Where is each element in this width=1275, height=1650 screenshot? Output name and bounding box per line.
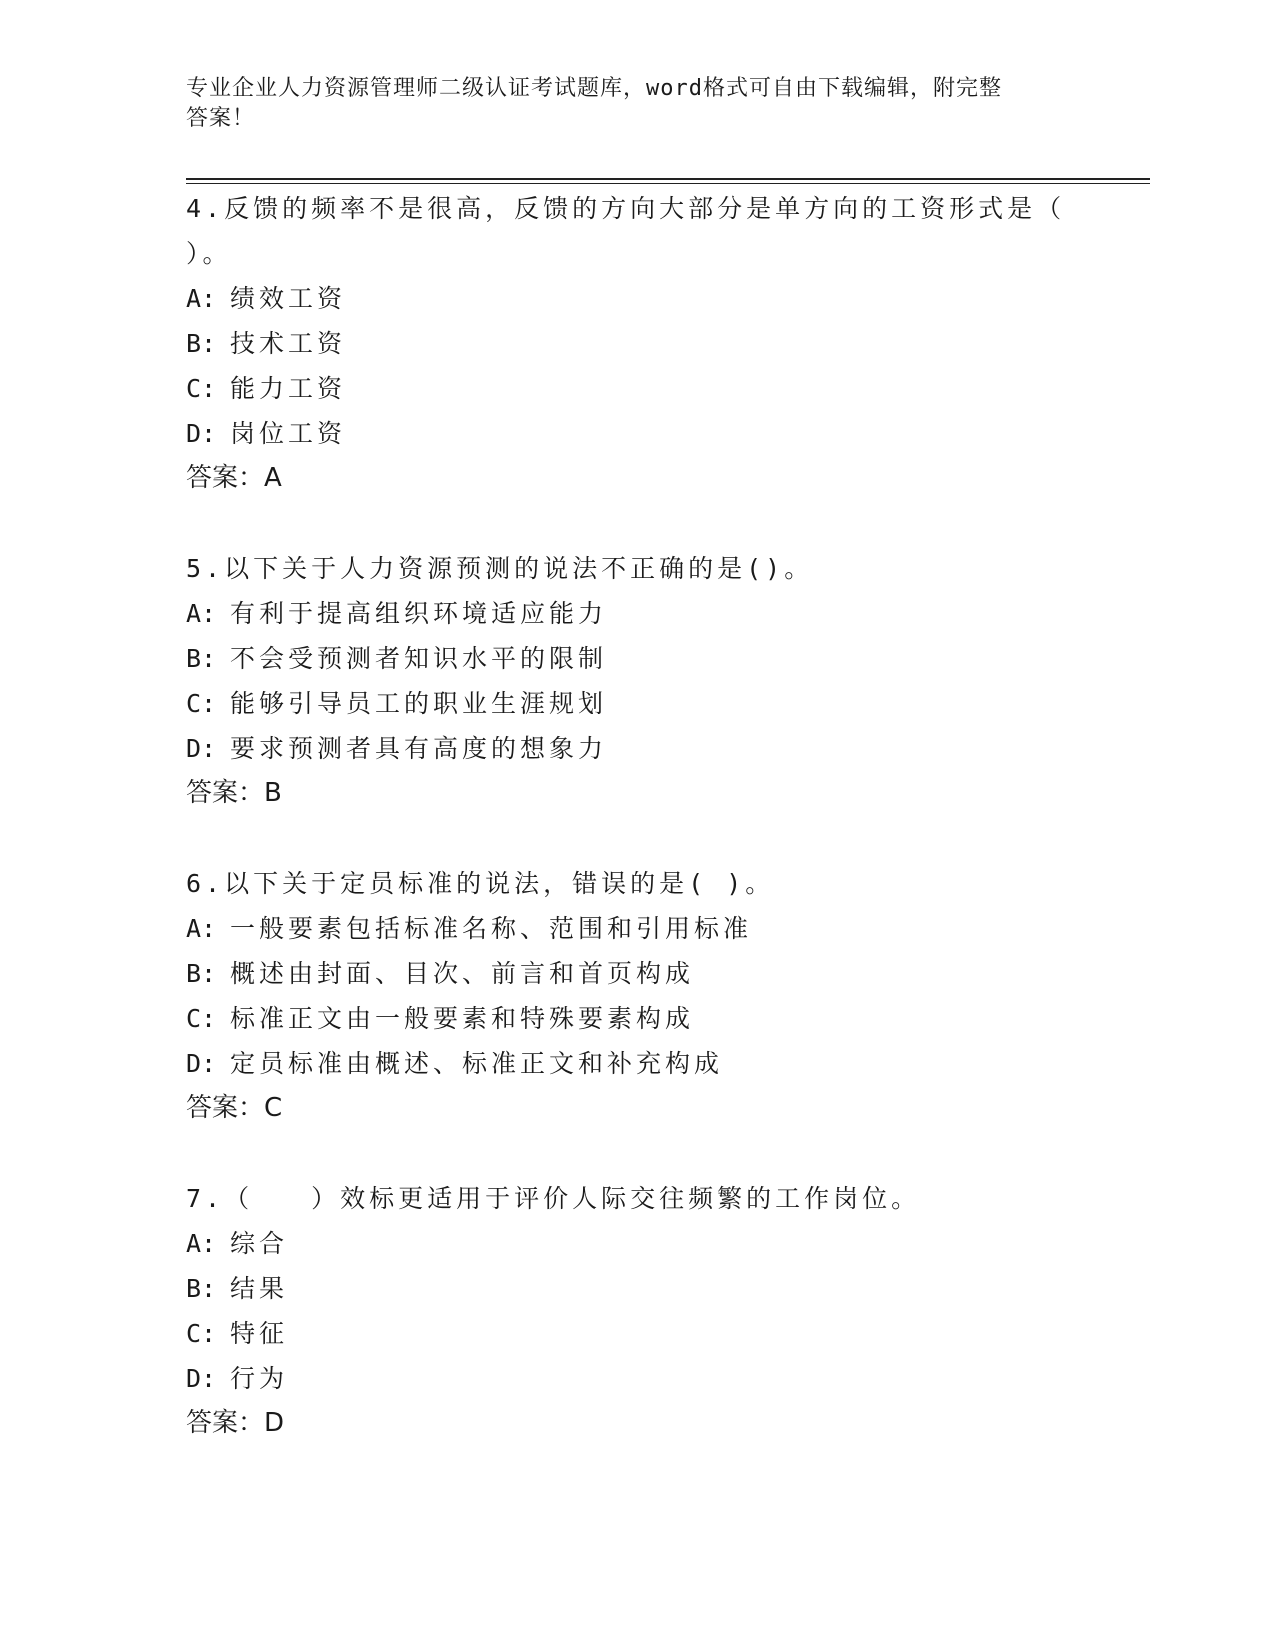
header-divider-thick [186, 178, 1150, 180]
option-text: 定员标准由概述、标准正文和补充构成 [230, 1049, 724, 1078]
option-text: 有利于提高组织环境适应能力 [230, 599, 608, 628]
question-block [186, 186, 1086, 501]
question-block [186, 861, 1086, 1131]
option-d [186, 726, 1086, 771]
option-label: B: [186, 329, 217, 358]
option-c [186, 681, 1086, 726]
option-text: 技术工资 [230, 329, 347, 358]
option-c [186, 1311, 1086, 1356]
answer-line: 答案：A [186, 463, 282, 493]
option-a [186, 276, 1086, 321]
option-text: 不会受预测者知识水平的限制 [230, 644, 608, 673]
option-b [186, 951, 1086, 996]
option-label: B: [186, 1274, 217, 1303]
option-d [186, 1041, 1086, 1086]
option-label: B: [186, 644, 217, 673]
option-label: D: [186, 734, 217, 763]
header-line-2: 答案！ [186, 106, 256, 131]
option-label: D: [186, 419, 217, 448]
option-text: 岗位工资 [230, 419, 347, 448]
option-label: A: [186, 914, 217, 943]
option-c [186, 366, 1086, 411]
header-divider-thin [186, 183, 1150, 184]
question-stem: 4.反馈的频率不是很高，反馈的方向大部分是单方向的工资形式是（ [186, 194, 1066, 223]
option-d [186, 411, 1086, 456]
option-b [186, 1266, 1086, 1311]
option-label: D: [186, 1364, 217, 1393]
option-text: 行为 [230, 1364, 289, 1393]
option-text: 一般要素包括标准名称、范围和引用标准 [230, 914, 753, 943]
answer-line: 答案：D [186, 1408, 285, 1438]
question-stem: 6.以下关于定员标准的说法，错误的是( )。 [186, 869, 775, 898]
option-a [186, 591, 1086, 636]
option-text: 绩效工资 [230, 284, 347, 313]
option-b [186, 636, 1086, 681]
option-c [186, 996, 1086, 1041]
option-label: D: [186, 1049, 217, 1078]
document-header [186, 74, 1086, 134]
option-label: C: [186, 374, 217, 403]
option-label: C: [186, 1004, 217, 1033]
option-a [186, 906, 1086, 951]
option-text: 概述由封面、目次、前言和首页构成 [230, 959, 695, 988]
option-text: 要求预测者具有高度的想象力 [230, 734, 608, 763]
option-text: 综合 [230, 1229, 289, 1258]
question-stem-continued: ）。 [186, 239, 232, 268]
question-block [186, 1176, 1086, 1446]
option-label: A: [186, 1229, 217, 1258]
answer-line: 答案：C [186, 1093, 283, 1123]
option-text: 特征 [230, 1319, 289, 1348]
option-label: C: [186, 1319, 217, 1348]
option-b [186, 321, 1086, 366]
option-text: 标准正文由一般要素和特殊要素构成 [230, 1004, 695, 1033]
header-line-1: 专业企业人力资源管理师二级认证考试题库，word格式可自由下载编辑，附完整 [186, 76, 1002, 101]
option-a [186, 1221, 1086, 1266]
answer-line: 答案：B [186, 778, 282, 808]
option-label: A: [186, 284, 217, 313]
option-text: 结果 [230, 1274, 289, 1303]
option-label: C: [186, 689, 217, 718]
option-text: 能力工资 [230, 374, 347, 403]
question-stem: 5.以下关于人力资源预测的说法不正确的是()。 [186, 554, 814, 583]
question-stem: 7.（ ）效标更适用于评价人际交往频繁的工作岗位。 [186, 1184, 921, 1213]
option-d [186, 1356, 1086, 1401]
question-block [186, 546, 1086, 816]
option-label: B: [186, 959, 217, 988]
option-text: 能够引导员工的职业生涯规划 [230, 689, 608, 718]
option-label: A: [186, 599, 217, 628]
